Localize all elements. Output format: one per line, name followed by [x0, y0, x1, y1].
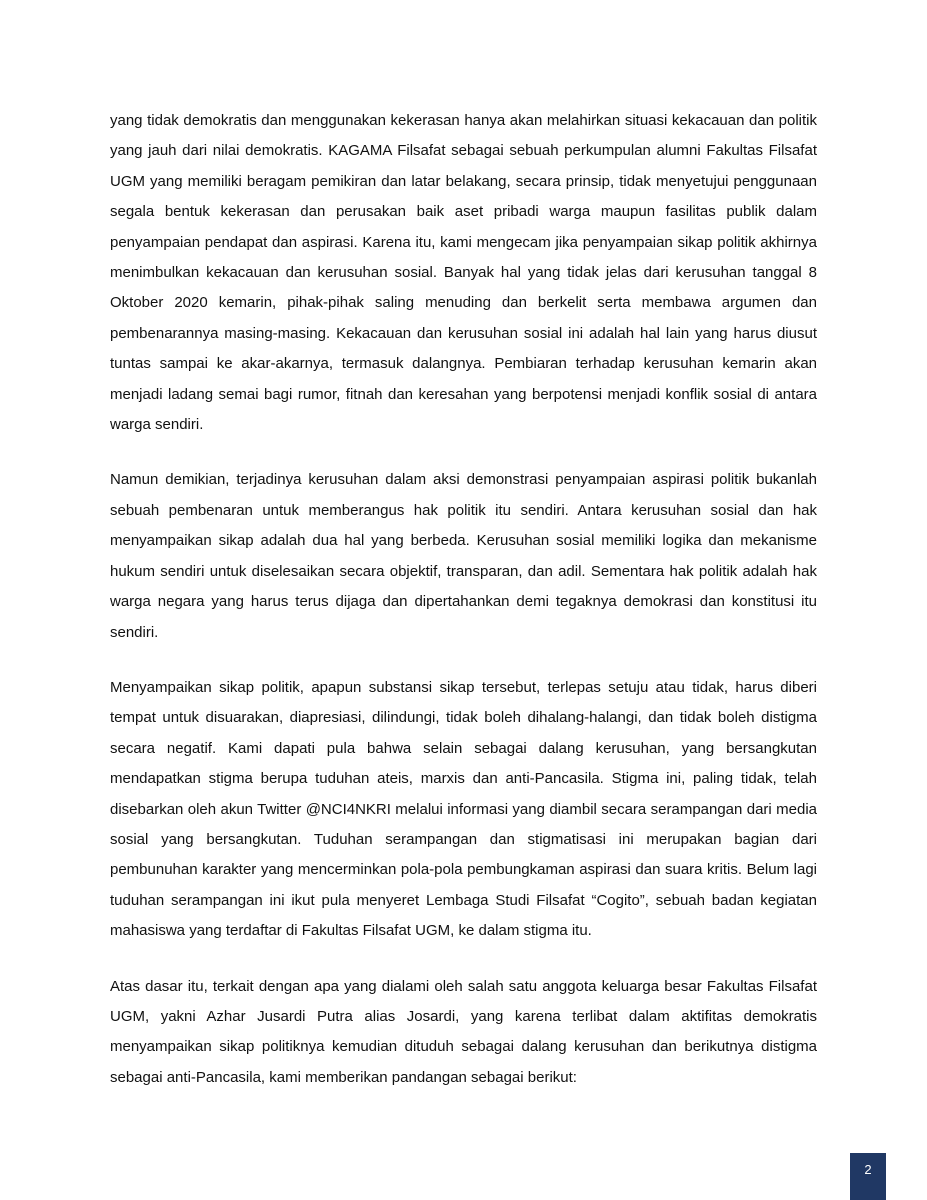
document-body [110, 106, 817, 1118]
paragraph-3: Menyampaikan sikap politik, apapun substansi sikap tersebut, terlepas setuju atau tidak, harus diberi tempat untuk disuarakan, diapresiasi, dilindungi, tidak boleh dihalang-halangi, dan tidak boleh distigma secara negatif. Kami dapati pula bahwa selain sebagai dalang kerusuhan, yang bersangkutan mendapatkan stigma berupa tuduhan ateis, marxis dan anti-Pancasila. Stigma ini, paling tidak, telah disebarkan oleh akun Twitter @NCI4NKRI melalui informasi yang diambil secara serampangan dari media sosial yang bersangkutan. Tuduhan serampangan dan stigmatisasi ini merupakan bagian dari pembunuhan karakter yang mencerminkan pola-pola pembungkaman aspirasi dan suara kritis. Belum lagi tuduhan serampangan ini ikut pula menyeret Lembaga Studi Filsafat “Cogito”, sebuah badan kegiatan mahasiswa yang terdaftar di Fakultas Filsafat UGM, ke dalam stigma itu. [110, 678, 817, 940]
paragraph-2: Namun demikian, terjadinya kerusuhan dalam aksi demonstrasi penyampaian aspirasi politik bukanlah sebuah pembenaran untuk memberangus hak politik itu sendiri. Antara kerusuhan sosial dan hak menyampaikan sikap adalah dua hal yang berbeda. Kerusuhan sosial memiliki logika dan mekanisme hukum sendiri untuk diselesaikan secara objektif, transparan, dan adil. Sementara hak politik adalah hak warga negara yang harus terus dijaga dan dipertahankan demi tegaknya demokrasi dan konstitusi itu sendiri. [110, 471, 817, 641]
paragraph-1: yang tidak demokratis dan menggunakan kekerasan hanya akan melahirkan situasi kekacauan dan politik yang jauh dari nilai demokratis. KAGAMA Filsafat sebagai sebuah perkumpulan alumni Fakultas Filsafat UGM yang memiliki beragam pemikiran dan latar belakang, secara prinsip, tidak menyetujui penggunaan segala bentuk kekerasan dan perusakan baik aset pribadi warga maupun fasilitas publik dalam penyampaian pendapat dan aspirasi. Karena itu, kami mengecam jika penyampaian sikap politik akhirnya menimbulkan kekacauan dan kerusuhan sosial. Banyak hal yang tidak jelas dari kerusuhan tanggal 8 Oktober 2020 kemarin, pihak-pihak saling menuding dan berkelit serta membawa argumen dan pembenarannya masing-masing. Kekacauan dan kerusuhan sosial ini adalah hal lain yang harus diusut tuntas sampai ke akar-akarnya, termasuk dalangnya. Pembiaran terhadap kerusuhan kemarin akan menjadi ladang semai bagi rumor, fitnah dan keresahan yang berpotensi menjadi konflik sosial di antara warga sendiri. [110, 112, 817, 434]
page-number: 2 [864, 1162, 872, 1177]
paragraph-4: Atas dasar itu, terkait dengan apa yang dialami oleh salah satu anggota keluarga besar Fakultas Filsafat UGM, yakni Azhar Jusardi Putra alias Josardi, yang karena terlibat dalam aktifitas demokratis menyampaikan sikap politiknya kemudian dituduh sebagai dalang kerusuhan dan berikutnya distigma sebagai anti-Pancasila, kami memberikan pandangan sebagai berikut: [110, 977, 817, 1086]
page-number-badge [850, 1153, 886, 1200]
